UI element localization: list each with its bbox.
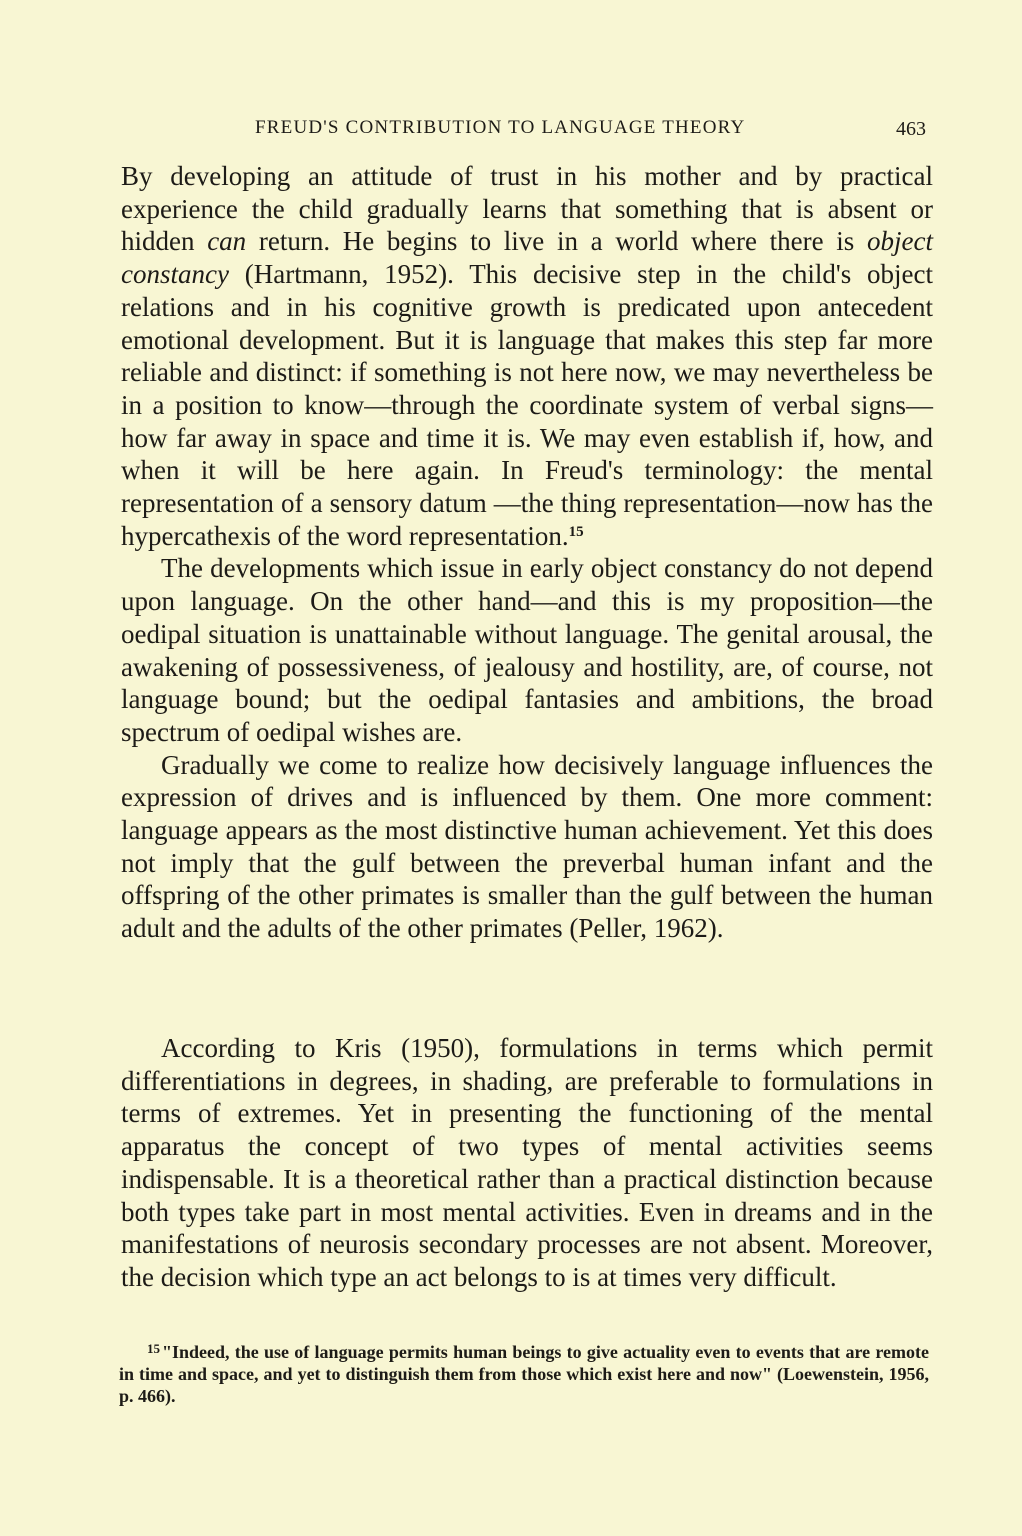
paragraph-1-part-1: By developing an attitude of trust in his mother and by practical experience the child gradually learns that something that is absent or hidden	[121, 161, 933, 257]
paragraph-1	[121, 160, 933, 552]
footnote	[119, 1341, 929, 1407]
section-text-block	[121, 1032, 933, 1294]
footnote-reference: 15	[568, 523, 584, 540]
page-number: 463	[896, 118, 926, 140]
paragraph-4: According to Kris (1950), formulations in terms which permit differentiations in degrees, in shading, are preferable to formulations in terms of extremes. Yet in presenting the functioning of the mental apparatus the concept of two types of mental activities seems indispensable. It is a theoretical rather than a practical distinction because both types take part in most mental activities. Even in dreams and in the manifestations of neurosis secondary processes are not absent. Moreover, the decision which type an act belongs to is at times very difficult.	[121, 1033, 933, 1292]
footnote-text: "Indeed, the use of language permits human beings to give actuality even to events that are remote in time and space, and yet to distinguish them from those which exist here and now" (Loewenstein, 1956, p. 466).	[119, 1342, 929, 1406]
emphasis-object-constancy: object constancy	[121, 226, 933, 290]
paragraph-1-part-2: return. He begins to live in a world where there is	[246, 226, 868, 257]
main-text-block	[121, 160, 933, 945]
paragraph-1-part-3: (Hartmann, 1952). This decisive step in the child's object relations and in his cognitive growth is predicated upon antecedent emotional development. But it is language that makes this step far more reliable and distinct: if something is not here now, we may nevertheless be in a position to know—through the coordinate system of verbal signs—how far away in space and time it is. We may even establish if, how, and when it will be here again. In Freud's terminology: the mental representation of a sensory datum —the thing representation—now has the hypercathexis of the word representation.	[121, 259, 933, 551]
emphasis-can: can	[207, 226, 247, 257]
paragraph-2: The developments which issue in early object constancy do not depend upon language. On the other hand—and this is my proposition—the oedipal situation is unattainable without language. The genital arousal, the awakening of possessiveness, of jealousy and hostility, are, of course, not language bound; but the oedipal fantasies and ambitions, the broad spectrum of oedipal wishes are.	[121, 553, 933, 747]
running-title: FREUD'S CONTRIBUTION TO LANGUAGE THEORY	[255, 117, 746, 138]
footnote-marker: 15	[147, 1341, 160, 1356]
paragraph-3: Gradually we come to realize how decisively language influences the expression of drives and is influenced by them. One more comment: language appears as the most distinctive human achievement. Yet this does not imply that the gulf between the preverbal human infant and the offspring of the other primates is smaller than the gulf between the human adult and the adults of the other primates (Peller, 1962).	[121, 749, 933, 944]
